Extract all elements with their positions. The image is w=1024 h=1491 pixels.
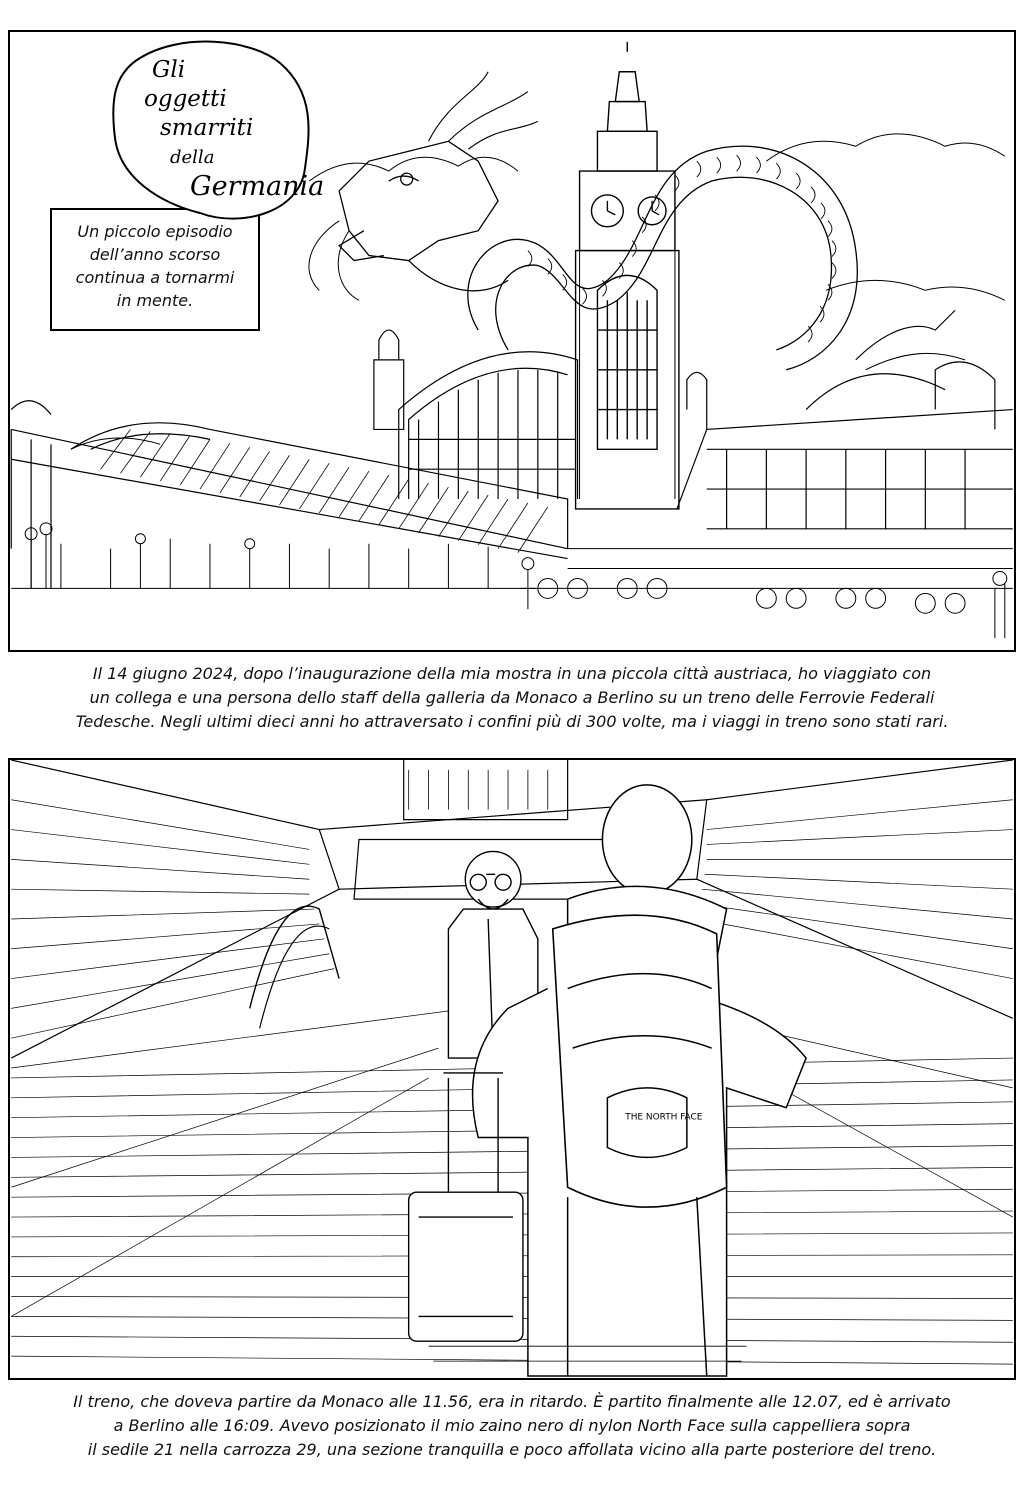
comic-title xyxy=(144,56,325,202)
clock-tower xyxy=(576,42,679,509)
crowd-and-bikes xyxy=(11,523,1013,638)
station-hall xyxy=(11,330,1013,588)
title-line: oggetti xyxy=(144,86,227,112)
backpack-logo: THE NORTH FACE xyxy=(625,1112,703,1123)
narration-line: a Berlino alle 16:09. Avevo posizionato il mio zaino nero di nylon North Face sulla cappelliera sopra xyxy=(113,1416,911,1435)
title-line: smarriti xyxy=(160,115,254,141)
narration-line: Tedesche. Negli ultimi dieci anni ho attraversato i confini più di 300 volte, ma i viaggi in treno sono stati rari. xyxy=(75,712,949,731)
caption-line: dell’anno scorso xyxy=(89,245,221,264)
narration-text-1 xyxy=(8,662,1016,734)
title-line: Gli xyxy=(152,57,186,83)
caption-line: in mente. xyxy=(116,291,194,310)
title-bubble xyxy=(110,38,325,228)
narration-line: il sedile 21 nella carrozza 29, una sezione tranquilla e poco affollata vicino alla parte posteriore del treno. xyxy=(87,1440,937,1459)
title-line: Germania xyxy=(190,171,325,202)
narration-text-2 xyxy=(8,1390,1016,1462)
title-line: della xyxy=(170,147,215,168)
narration-line: Il treno, che doveva partire da Monaco alle 11.56, era in ritardo. È partito finalmente alle 12.07, ed è arrivato xyxy=(73,1392,951,1411)
comic-panel-station xyxy=(8,30,1016,652)
narration-line: Il 14 giugno 2024, dopo l’inaugurazione della mia mostra in una piccola città austriaca, ho viaggiato con xyxy=(92,664,932,683)
caption-line: continua a tornarmi xyxy=(75,268,235,287)
caption-line: Un piccolo episodio xyxy=(77,222,233,241)
comic-panel-escalator xyxy=(8,758,1016,1380)
narration-line: un collega e una persona dello staff della galleria da Monaco a Berlino su un treno delle Ferrovie Federali xyxy=(89,688,935,707)
escalator-illustration xyxy=(10,760,1014,1378)
